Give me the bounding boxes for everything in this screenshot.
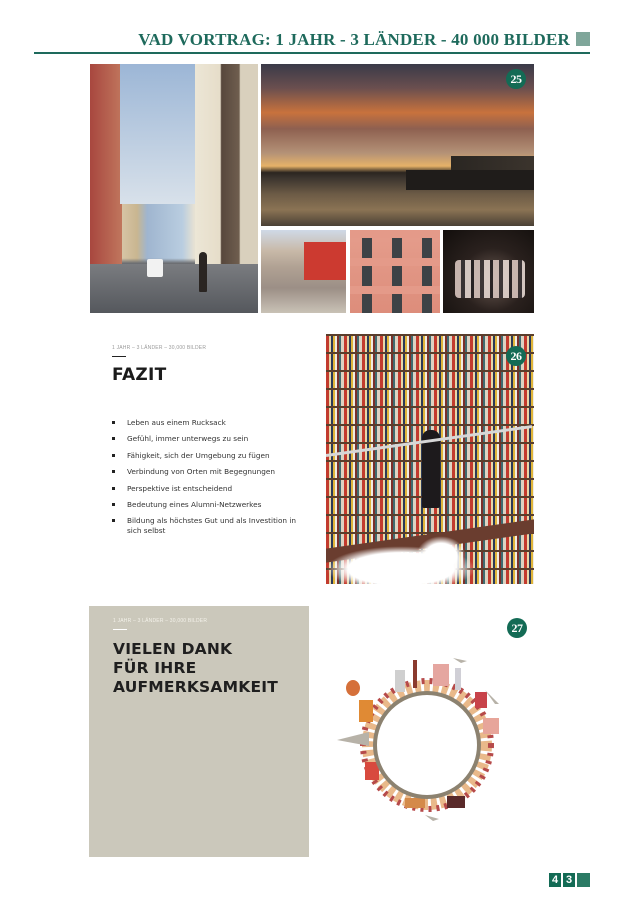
bullet-square-icon — [112, 454, 115, 457]
bullet-item: Bildung als höchstes Gut und als Investition in sich selbst — [112, 516, 312, 536]
building-left — [90, 64, 122, 264]
bullet-square-icon — [112, 437, 115, 440]
bullet-square-icon — [112, 487, 115, 490]
white-overlay-shape — [416, 536, 466, 576]
sky — [120, 64, 195, 204]
fazit-bullet-list — [112, 418, 312, 543]
center-circle — [375, 693, 479, 797]
street-market-photo — [261, 230, 346, 313]
bullet-item: Fähigkeit, sich der Umgebung zu fügen — [112, 451, 312, 461]
slide-kicker: 1 JAHR – 3 LÄNDER – 30,000 BILDER — [112, 345, 207, 351]
bullet-square-icon — [112, 519, 115, 522]
lisbon-street-photo — [90, 64, 258, 313]
world-landmarks-circle-illustration — [335, 650, 515, 830]
bullet-item: Gefühl, immer unterwegs zu sein — [112, 434, 312, 444]
cobblestone-road — [90, 264, 258, 313]
bookshop-photo — [326, 334, 534, 584]
airplane-icon — [453, 658, 467, 663]
document-title: VAD VORTRAG: 1 JAHR - 3 LÄNDER - 40 000 BILDER — [138, 30, 570, 49]
slide-number-badge: 25 — [506, 69, 526, 89]
page-number-square — [577, 873, 590, 887]
bullet-square-icon — [112, 503, 115, 506]
pier-structure — [451, 156, 534, 170]
slide-kicker: 1 JAHR – 3 LÄNDER – 30,000 BILDER — [113, 618, 208, 624]
thank-you-box — [89, 606, 309, 857]
bullet-item: Perspektive ist entscheidend — [112, 484, 312, 494]
red-building — [304, 242, 346, 280]
bullet-item: Bedeutung eines Alumni-Netzwerkes — [112, 500, 312, 510]
van — [147, 259, 163, 277]
kicker-rule — [113, 629, 127, 630]
bullet-square-icon — [112, 470, 115, 473]
fazit-heading: FAZIT — [112, 365, 167, 385]
page-number-digit: 3 — [563, 873, 575, 887]
header-rule — [34, 52, 590, 54]
bullet-square-icon — [112, 421, 115, 424]
pedestrian — [199, 252, 207, 292]
bullet-item: Leben aus einem Rucksack — [112, 418, 312, 428]
night-group-photo — [443, 230, 534, 313]
thank-you-heading: VIELEN DANK FÜR IHRE AUFMERKSAMKEIT — [113, 640, 278, 696]
hot-air-balloon-icon — [346, 680, 360, 696]
pier — [406, 170, 534, 190]
title-square-decoration — [576, 32, 590, 46]
pink-facade-photo — [350, 230, 440, 313]
bullet-item: Verbindung von Orten mit Begegnungen — [112, 467, 312, 477]
building-right — [195, 64, 258, 274]
bird-icon — [485, 690, 499, 704]
sunset-river-photo — [261, 64, 534, 226]
slide-number-badge: 26 — [506, 346, 526, 366]
airplane-icon — [425, 815, 439, 821]
slide-number-badge: 27 — [507, 618, 527, 638]
page-number-digit: 4 — [549, 873, 561, 887]
kicker-rule — [112, 356, 126, 357]
group-of-people — [455, 260, 525, 298]
